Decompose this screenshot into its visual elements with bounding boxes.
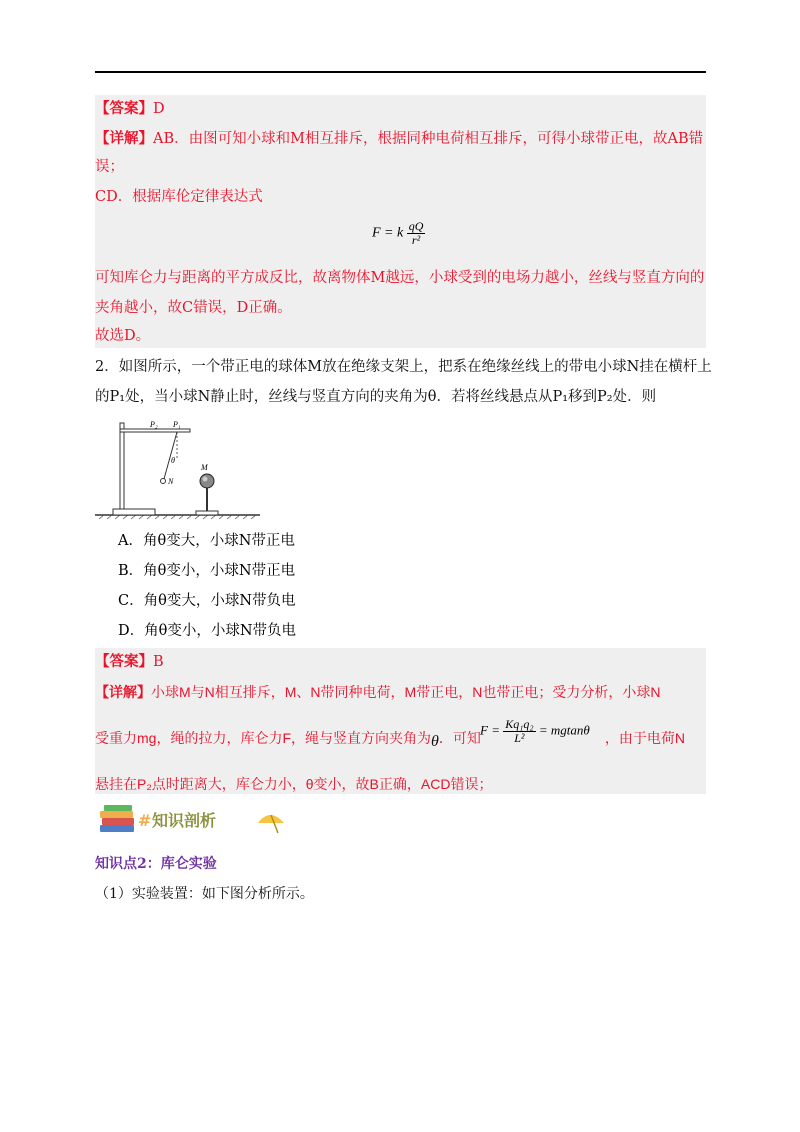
knowledge-title: 知识点2：库仑实验 (95, 856, 217, 872)
force-formula-rhs: = mgtanθ (538, 722, 590, 738)
force-formula-denominator: L² (514, 731, 525, 745)
force-formula-fraction (503, 718, 535, 745)
formula-lhs: F = k (372, 225, 404, 241)
answer-value: D (153, 101, 165, 117)
option-d: D．角θ变小，小球N带负电 (118, 623, 297, 639)
detail2-line2-pre: 受重力mg，绳的拉力，库仑力F，绳与竖直方向夹角为 (95, 730, 431, 746)
answer-label: 【答案】 (95, 100, 153, 117)
detail2-line2-post: ，由于电荷N (604, 730, 685, 746)
option-b: B．角θ变小，小球N带正电 (118, 563, 296, 579)
detail-line-1 (95, 129, 703, 149)
choose-line: 故选D。 (95, 328, 151, 344)
detail2-text: 小球M与N相互排斥，M、N带同种电荷，M带正电，N也带正电；受力分析，小球N (151, 684, 661, 700)
answer-value-2: B (153, 654, 164, 670)
apparatus-figure (95, 415, 265, 520)
coulomb-formula (372, 220, 425, 247)
force-formula-lhs: F = (480, 722, 500, 738)
question-stem-2: 的P₁处，当小球N静止时，丝线与竖直方向的夹角为θ．若将丝线悬点从P₁移到P₂处．则 (95, 389, 657, 405)
label-n: N (168, 477, 174, 486)
detail2-line2-mid: ．可知 (438, 730, 481, 746)
theta-symbol: θ (431, 733, 439, 750)
umbrella-icon (258, 815, 284, 833)
label-p1: P₁ (173, 420, 181, 429)
force-formula (480, 718, 590, 745)
detail2-line-3: 悬挂在P₂点时距离大，库仑力小，θ变小，故B正确，ACD错误； (95, 776, 493, 792)
option-a: A．角θ变大，小球N带正电 (118, 533, 295, 549)
banner-text: 知识剖析 (152, 811, 217, 830)
option-c: C．角θ变大，小球N带负电 (118, 593, 296, 609)
detail2-line-2 (95, 728, 685, 749)
label-theta: θ (171, 456, 175, 465)
detail-text: AB．由图可知小球和M相互排斥，根据同种电荷相互排斥，可得小球带正电，故AB错 (153, 131, 704, 147)
formula-fraction (407, 220, 426, 247)
svg-text:#: # (138, 811, 152, 830)
detail-label: 【详解】 (95, 130, 153, 147)
books-icon (100, 805, 134, 832)
detail2-line-1 (95, 682, 660, 702)
force-formula-numerator: Kq₁q₂ (505, 717, 534, 731)
detail-label-2: 【详解】 (95, 684, 151, 700)
label-p2: P₂ (150, 420, 158, 429)
question-stem-1: 2．如图所示，一个带正电的球体M放在绝缘支架上，把系在绝缘丝线上的带电小球N挂在横杆上 (95, 359, 712, 375)
formula-denominator: r² (411, 233, 421, 247)
answer-line-1 (95, 99, 165, 119)
answer-line-2 (95, 652, 164, 672)
cd-line: CD．根据库伦定律表达式 (95, 189, 263, 205)
formula-numerator: qQ (408, 219, 424, 233)
answer-block-2 (95, 648, 706, 794)
knowledge-banner (98, 801, 298, 841)
label-m: M (201, 463, 208, 472)
answer-label-2: 【答案】 (95, 653, 153, 670)
knowledge-item-1: （1）实验装置：如下图分析所示。 (95, 886, 314, 902)
header-rule (95, 71, 706, 73)
after-line-1: 可知库仑力与距离的平方成反比，故离物体M越远，小球受到的电场力越小，丝线与竖直方向的 (95, 270, 705, 286)
after-line-2: 夹角越小，故C错误，D正确。 (95, 300, 292, 316)
detail-line-2: 误； (95, 159, 124, 175)
